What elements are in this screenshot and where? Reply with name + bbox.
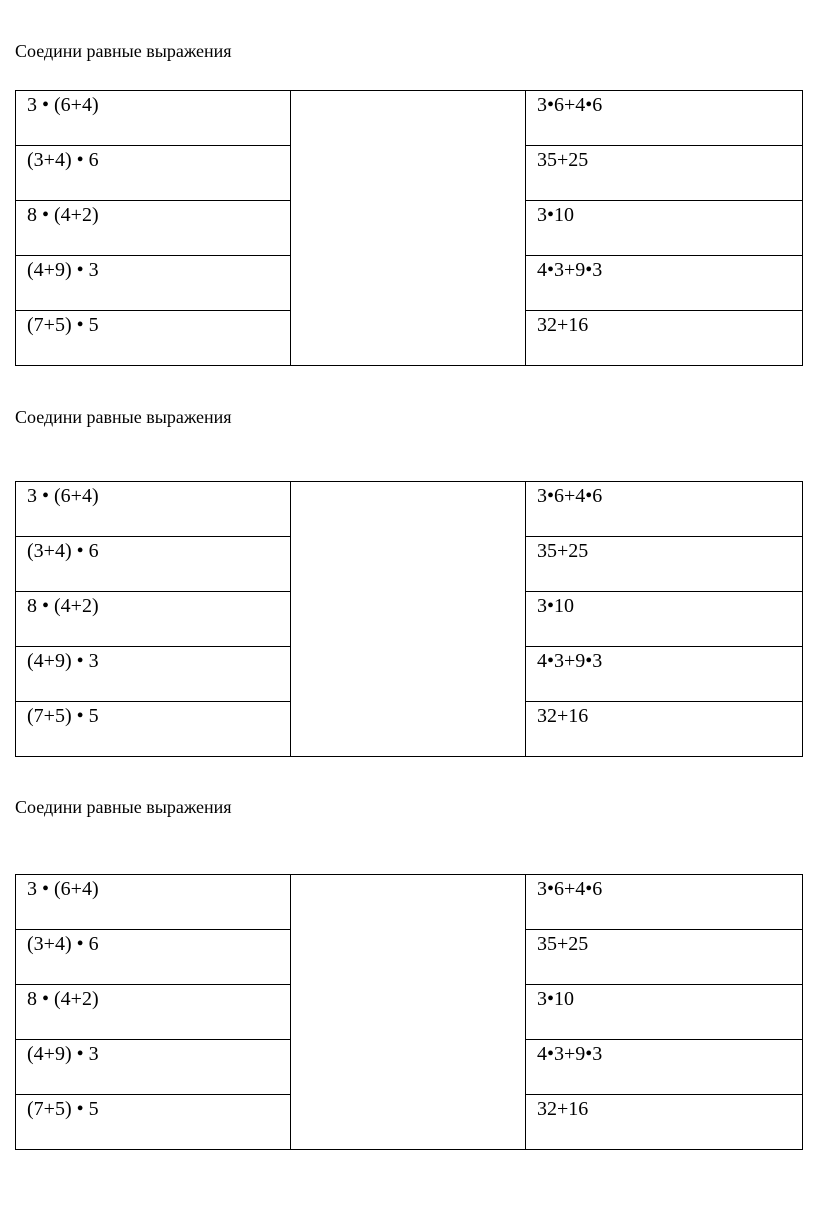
left-expression: 3 • (6+4): [27, 878, 99, 900]
right-expression-cell: [526, 702, 803, 757]
right-expression: 3•6+4•6: [537, 94, 603, 116]
matching-table: [15, 874, 803, 1150]
table-row: [16, 91, 803, 146]
left-expression: (3+4) • 6: [27, 149, 99, 171]
right-expression: 35+25: [537, 149, 589, 171]
left-expression-cell: [16, 1095, 291, 1150]
matching-table: [15, 90, 803, 366]
left-expression: 8 • (4+2): [27, 204, 99, 226]
right-expression-cell: [526, 482, 803, 537]
left-expression: (7+5) • 5: [27, 705, 99, 727]
right-expression: 35+25: [537, 540, 589, 562]
right-expression-cell: [526, 930, 803, 985]
right-expression-cell: [526, 875, 803, 930]
right-expression-cell: [526, 1040, 803, 1095]
right-expression-cell: [526, 985, 803, 1040]
left-expression: (3+4) • 6: [27, 540, 99, 562]
section-heading: Соедини равные выражения: [15, 407, 232, 427]
matching-table: [15, 481, 803, 757]
left-expression: 8 • (4+2): [27, 988, 99, 1010]
right-expression-cell: [526, 146, 803, 201]
right-expression-cell: [526, 256, 803, 311]
right-expression: 3•10: [537, 204, 575, 226]
right-expression-cell: [526, 1095, 803, 1150]
right-expression: 3•6+4•6: [537, 878, 603, 900]
left-expression: 8 • (4+2): [27, 595, 99, 617]
right-expression: 4•3+9•3: [537, 1043, 603, 1065]
right-expression-cell: [526, 311, 803, 366]
left-expression-cell: [16, 702, 291, 757]
left-expression-cell: [16, 930, 291, 985]
right-expression: 35+25: [537, 933, 589, 955]
right-expression: 32+16: [537, 705, 589, 727]
right-expression: 3•6+4•6: [537, 485, 603, 507]
right-expression: 3•10: [537, 595, 575, 617]
table-row: [16, 482, 803, 537]
left-expression-cell: [16, 482, 291, 537]
table-row: [16, 875, 803, 930]
left-expression: (4+9) • 3: [27, 650, 99, 672]
left-expression-cell: [16, 91, 291, 146]
left-expression-cell: [16, 146, 291, 201]
left-expression-cell: [16, 1040, 291, 1095]
section-heading: Соедини равные выражения: [15, 797, 232, 817]
left-expression-cell: [16, 256, 291, 311]
right-expression: 4•3+9•3: [537, 259, 603, 281]
section-heading: Соедини равные выражения: [15, 41, 232, 61]
right-expression: 4•3+9•3: [537, 650, 603, 672]
left-expression: (7+5) • 5: [27, 1098, 99, 1120]
right-expression-cell: [526, 647, 803, 702]
left-expression-cell: [16, 875, 291, 930]
right-expression: 32+16: [537, 314, 589, 336]
left-expression-cell: [16, 201, 291, 256]
left-expression-cell: [16, 592, 291, 647]
left-expression: 3 • (6+4): [27, 94, 99, 116]
matching-space[interactable]: [291, 875, 526, 1150]
right-expression-cell: [526, 537, 803, 592]
left-expression-cell: [16, 647, 291, 702]
left-expression: (7+5) • 5: [27, 314, 99, 336]
left-expression-cell: [16, 537, 291, 592]
right-expression: 32+16: [537, 1098, 589, 1120]
matching-space[interactable]: [291, 91, 526, 366]
right-expression-cell: [526, 91, 803, 146]
left-expression: 3 • (6+4): [27, 485, 99, 507]
left-expression-cell: [16, 985, 291, 1040]
left-expression: (3+4) • 6: [27, 933, 99, 955]
left-expression-cell: [16, 311, 291, 366]
right-expression: 3•10: [537, 988, 575, 1010]
left-expression: (4+9) • 3: [27, 259, 99, 281]
left-expression: (4+9) • 3: [27, 1043, 99, 1065]
right-expression-cell: [526, 201, 803, 256]
right-expression-cell: [526, 592, 803, 647]
matching-space[interactable]: [291, 482, 526, 757]
